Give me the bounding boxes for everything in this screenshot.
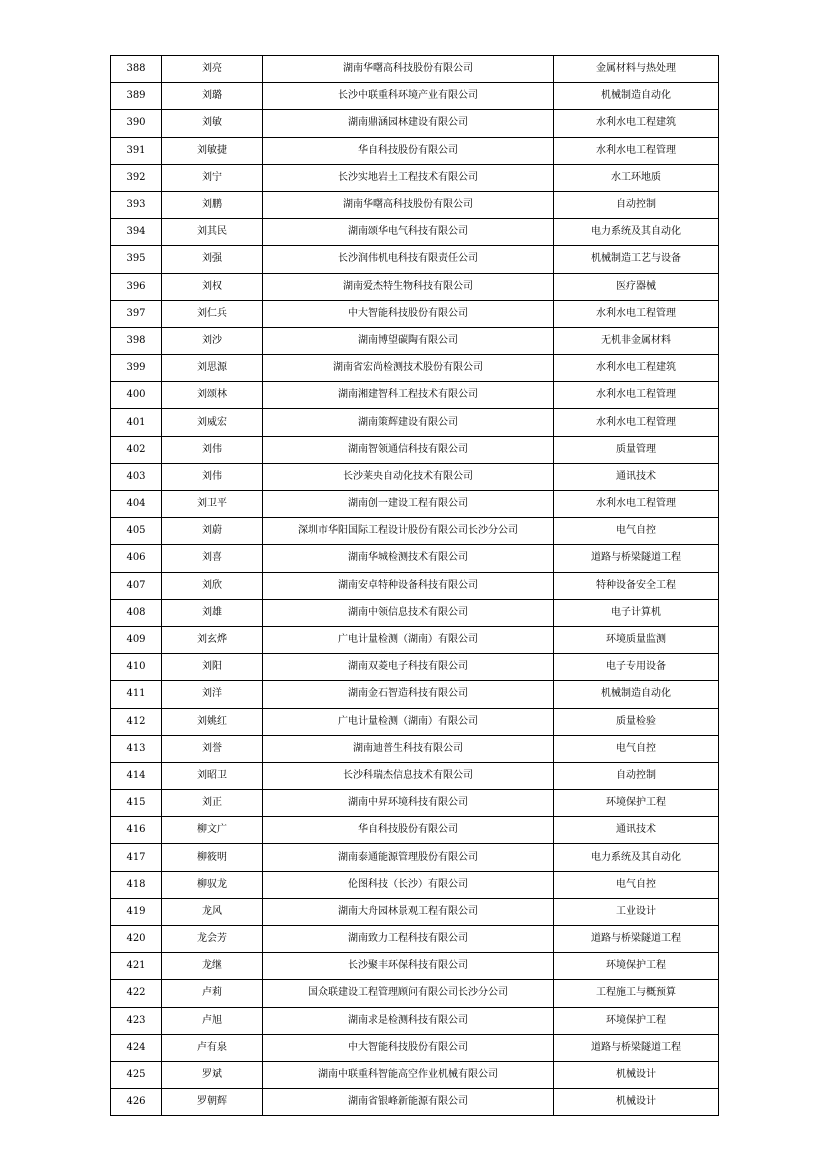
company-name-cell: 华自科技股份有限公司 [263,137,554,164]
specialty-cell: 医疗器械 [554,273,719,300]
table-row [111,137,719,164]
person-name-cell: 龙风 [162,898,263,925]
specialty-cell: 道路与桥梁隧道工程 [554,926,719,953]
row-number-cell: 418 [111,871,162,898]
person-name-cell: 刘誉 [162,735,263,762]
company-name-cell: 长沙莱央自动化技术有限公司 [263,463,554,490]
person-name-cell: 龙会芳 [162,926,263,953]
specialty-cell: 工程施工与概预算 [554,980,719,1007]
table-row [111,871,719,898]
person-name-cell: 刘雄 [162,599,263,626]
specialty-cell: 无机非金属材料 [554,327,719,354]
row-number-cell: 411 [111,681,162,708]
table-row [111,164,719,191]
person-name-cell: 卢有泉 [162,1034,263,1061]
person-name-cell: 罗朝辉 [162,1089,263,1116]
row-number-cell: 396 [111,273,162,300]
table-row [111,409,719,436]
specialty-cell: 环境保护工程 [554,953,719,980]
specialty-cell: 机械制造自动化 [554,681,719,708]
row-number-cell: 416 [111,817,162,844]
company-name-cell: 湖南中昇环境科技有限公司 [263,790,554,817]
row-number-cell: 400 [111,382,162,409]
row-number-cell: 397 [111,300,162,327]
row-number-cell: 404 [111,491,162,518]
specialty-cell: 环境保护工程 [554,790,719,817]
table-row [111,273,719,300]
company-name-cell: 长沙润伟机电科技有限责任公司 [263,246,554,273]
table-row [111,1061,719,1088]
specialty-cell: 自动控制 [554,191,719,218]
person-name-cell: 卢旭 [162,1007,263,1034]
company-name-cell: 湖南爱杰特生物科技有限公司 [263,273,554,300]
company-name-cell: 湖南智领通信科技有限公司 [263,436,554,463]
person-name-cell: 卢莉 [162,980,263,1007]
company-name-cell: 湖南华曙高科技股份有限公司 [263,56,554,83]
person-name-cell: 刘敏捷 [162,137,263,164]
row-number-cell: 426 [111,1089,162,1116]
company-name-cell: 湖南致力工程科技有限公司 [263,926,554,953]
specialty-cell: 通讯技术 [554,817,719,844]
company-name-cell: 长沙中联重科环境产业有限公司 [263,83,554,110]
row-number-cell: 410 [111,654,162,681]
company-name-cell: 湖南创一建设工程有限公司 [263,491,554,518]
specialty-cell: 电气自控 [554,518,719,545]
row-number-cell: 422 [111,980,162,1007]
table-row [111,83,719,110]
specialty-cell: 水利水电工程管理 [554,491,719,518]
person-name-cell: 刘正 [162,790,263,817]
row-number-cell: 391 [111,137,162,164]
person-name-cell: 刘璐 [162,83,263,110]
person-name-cell: 刘敏 [162,110,263,137]
company-name-cell: 广电计量检测（湖南）有限公司 [263,626,554,653]
specialty-cell: 水利水电工程管理 [554,409,719,436]
person-name-cell: 刘姚红 [162,708,263,735]
company-name-cell: 国众联建设工程管理顾问有限公司长沙分公司 [263,980,554,1007]
table-row [111,898,719,925]
table-row [111,191,719,218]
specialty-cell: 机械设计 [554,1061,719,1088]
company-name-cell: 湖南求是检测科技有限公司 [263,1007,554,1034]
specialty-cell: 水利水电工程管理 [554,137,719,164]
row-number-cell: 399 [111,355,162,382]
specialty-cell: 水利水电工程建筑 [554,355,719,382]
specialty-cell: 电气自控 [554,735,719,762]
company-name-cell: 湖南金石智造科技有限公司 [263,681,554,708]
table-row [111,1089,719,1116]
specialty-cell: 机械设计 [554,1089,719,1116]
row-number-cell: 390 [111,110,162,137]
specialty-cell: 质量检验 [554,708,719,735]
table-row [111,327,719,354]
company-name-cell: 湖南策辉建设有限公司 [263,409,554,436]
table-row [111,735,719,762]
person-name-cell: 柳筱明 [162,844,263,871]
row-number-cell: 403 [111,463,162,490]
person-name-cell: 刘卫平 [162,491,263,518]
specialty-cell: 水利水电工程建筑 [554,110,719,137]
table-row [111,463,719,490]
table-row [111,681,719,708]
specialty-cell: 电子专用设备 [554,654,719,681]
specialty-cell: 道路与桥梁隧道工程 [554,1034,719,1061]
person-name-cell: 刘强 [162,246,263,273]
specialty-cell: 金属材料与热处理 [554,56,719,83]
row-number-cell: 412 [111,708,162,735]
person-name-cell: 刘洋 [162,681,263,708]
company-name-cell: 广电计量检测（湖南）有限公司 [263,708,554,735]
specialty-cell: 通讯技术 [554,463,719,490]
row-number-cell: 388 [111,56,162,83]
specialty-cell: 电子计算机 [554,599,719,626]
row-number-cell: 408 [111,599,162,626]
table-row [111,110,719,137]
table-row [111,762,719,789]
specialty-cell: 道路与桥梁隧道工程 [554,545,719,572]
person-name-cell: 刘宁 [162,164,263,191]
company-name-cell: 湖南泰通能源管理股份有限公司 [263,844,554,871]
company-name-cell: 湖南省银峰新能源有限公司 [263,1089,554,1116]
specialty-cell: 工业设计 [554,898,719,925]
company-name-cell: 湖南颂华电气科技有限公司 [263,219,554,246]
company-name-cell: 湖南大舟园林景观工程有限公司 [263,898,554,925]
person-name-cell: 刘昭卫 [162,762,263,789]
row-number-cell: 393 [111,191,162,218]
personnel-table-body [111,56,719,1116]
company-name-cell: 中大智能科技股份有限公司 [263,1034,554,1061]
company-name-cell: 湖南鼎涵园林建设有限公司 [263,110,554,137]
person-name-cell: 刘权 [162,273,263,300]
table-row [111,790,719,817]
person-name-cell: 刘亮 [162,56,263,83]
person-name-cell: 罗斌 [162,1061,263,1088]
row-number-cell: 415 [111,790,162,817]
company-name-cell: 湖南中领信息技术有限公司 [263,599,554,626]
specialty-cell: 电力系统及其自动化 [554,844,719,871]
company-name-cell: 湖南双菱电子科技有限公司 [263,654,554,681]
company-name-cell: 华自科技股份有限公司 [263,817,554,844]
table-row [111,491,719,518]
table-row [111,953,719,980]
table-row [111,1034,719,1061]
person-name-cell: 刘思源 [162,355,263,382]
specialty-cell: 环境保护工程 [554,1007,719,1034]
person-name-cell: 刘其民 [162,219,263,246]
row-number-cell: 392 [111,164,162,191]
table-row [111,219,719,246]
person-name-cell: 刘伟 [162,436,263,463]
person-name-cell: 刘蔚 [162,518,263,545]
person-name-cell: 刘仁兵 [162,300,263,327]
table-row [111,300,719,327]
company-name-cell: 湖南湘建智科工程技术有限公司 [263,382,554,409]
table-row [111,518,719,545]
company-name-cell: 长沙科瑞杰信息技术有限公司 [263,762,554,789]
row-number-cell: 389 [111,83,162,110]
row-number-cell: 423 [111,1007,162,1034]
table-row [111,436,719,463]
table-row [111,56,719,83]
person-name-cell: 刘沙 [162,327,263,354]
company-name-cell: 伦图科技（长沙）有限公司 [263,871,554,898]
table-row [111,599,719,626]
specialty-cell: 自动控制 [554,762,719,789]
table-row [111,246,719,273]
company-name-cell: 湖南中联重科智能高空作业机械有限公司 [263,1061,554,1088]
row-number-cell: 409 [111,626,162,653]
specialty-cell: 电力系统及其自动化 [554,219,719,246]
row-number-cell: 394 [111,219,162,246]
company-name-cell: 长沙实地岩土工程技术有限公司 [263,164,554,191]
table-row [111,708,719,735]
row-number-cell: 414 [111,762,162,789]
company-name-cell: 湖南博望碳陶有限公司 [263,327,554,354]
person-name-cell: 柳文广 [162,817,263,844]
person-name-cell: 刘阳 [162,654,263,681]
person-name-cell: 刘威宏 [162,409,263,436]
person-name-cell: 刘欣 [162,572,263,599]
person-name-cell: 刘玄烨 [162,626,263,653]
row-number-cell: 421 [111,953,162,980]
specialty-cell: 机械制造自动化 [554,83,719,110]
specialty-cell: 水利水电工程管理 [554,300,719,327]
table-row [111,654,719,681]
person-name-cell: 刘鹏 [162,191,263,218]
table-row [111,572,719,599]
company-name-cell: 中大智能科技股份有限公司 [263,300,554,327]
table-row [111,382,719,409]
row-number-cell: 398 [111,327,162,354]
table-row [111,545,719,572]
row-number-cell: 407 [111,572,162,599]
specialty-cell: 电气自控 [554,871,719,898]
row-number-cell: 395 [111,246,162,273]
person-name-cell: 刘颂林 [162,382,263,409]
table-row [111,1007,719,1034]
table-row [111,844,719,871]
row-number-cell: 401 [111,409,162,436]
specialty-cell: 机械制造工艺与设备 [554,246,719,273]
table-row [111,980,719,1007]
table-row [111,355,719,382]
company-name-cell: 湖南华城检测技术有限公司 [263,545,554,572]
specialty-cell: 水工环地质 [554,164,719,191]
specialty-cell: 水利水电工程管理 [554,382,719,409]
company-name-cell: 深圳市华阳国际工程设计股份有限公司长沙分公司 [263,518,554,545]
table-row [111,926,719,953]
person-name-cell: 龙继 [162,953,263,980]
row-number-cell: 417 [111,844,162,871]
specialty-cell: 环境质量监测 [554,626,719,653]
company-name-cell: 湖南华曙高科技股份有限公司 [263,191,554,218]
row-number-cell: 406 [111,545,162,572]
row-number-cell: 405 [111,518,162,545]
row-number-cell: 424 [111,1034,162,1061]
company-name-cell: 湖南安卓特种设备科技有限公司 [263,572,554,599]
table-row [111,817,719,844]
table-row [111,626,719,653]
company-name-cell: 湖南迪普生科技有限公司 [263,735,554,762]
specialty-cell: 质量管理 [554,436,719,463]
specialty-cell: 特种设备安全工程 [554,572,719,599]
company-name-cell: 长沙聚丰环保科技有限公司 [263,953,554,980]
row-number-cell: 420 [111,926,162,953]
row-number-cell: 413 [111,735,162,762]
person-name-cell: 柳驭龙 [162,871,263,898]
personnel-table [110,55,719,1116]
company-name-cell: 湖南省宏尚检测技术股份有限公司 [263,355,554,382]
row-number-cell: 419 [111,898,162,925]
person-name-cell: 刘伟 [162,463,263,490]
row-number-cell: 402 [111,436,162,463]
person-name-cell: 刘喜 [162,545,263,572]
row-number-cell: 425 [111,1061,162,1088]
